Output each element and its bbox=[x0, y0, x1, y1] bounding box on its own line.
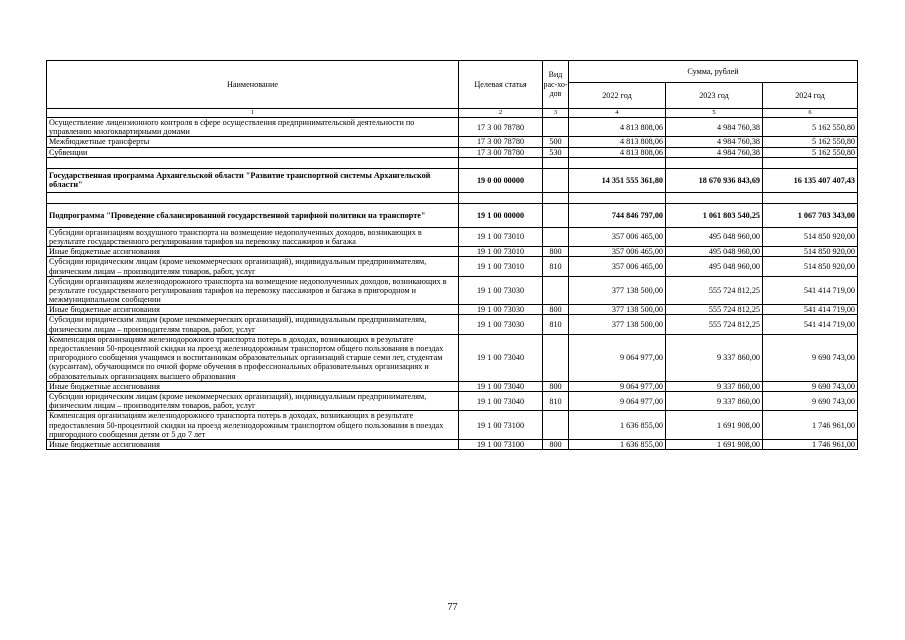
row-sum-2023: 4 984 760,38 bbox=[666, 137, 763, 147]
row-sum-2022: 9 064 977,00 bbox=[569, 391, 666, 410]
row-target-code: 19 1 00 73100 bbox=[459, 439, 543, 449]
row-sum-2024: 514 850 920,00 bbox=[763, 227, 858, 246]
row-sum-2022: 377 138 500,00 bbox=[569, 276, 666, 305]
row-expense-type bbox=[543, 168, 569, 192]
table-row bbox=[47, 439, 858, 449]
row-sum-2024: 541 414 719,00 bbox=[763, 276, 858, 305]
row-sum-2022: 9 064 977,00 bbox=[569, 381, 666, 391]
row-target-code: 19 1 00 73030 bbox=[459, 305, 543, 315]
row-sum-2022: 377 138 500,00 bbox=[569, 315, 666, 334]
row-sum-2023: 9 337 860,00 bbox=[666, 391, 763, 410]
row-sum-2022: 4 813 808,06 bbox=[569, 118, 666, 137]
row-sum-2022: 377 138 500,00 bbox=[569, 305, 666, 315]
row-target-code: 19 1 00 73010 bbox=[459, 247, 543, 257]
row-target-code: 19 1 00 73100 bbox=[459, 411, 543, 440]
column-number: 1 bbox=[47, 109, 459, 118]
row-sum-2022: 744 846 797,00 bbox=[569, 203, 666, 227]
table-row bbox=[47, 381, 858, 391]
row-name: Субсидии организациям железнодорожного транспорта на возмещение недополученных доходов, возникающих в результате государственного регулирования тарифов на перевозку пассажиров и багажа в пригородном и межмуниципальном сообщении bbox=[47, 276, 459, 305]
row-target-code: 19 1 00 73040 bbox=[459, 381, 543, 391]
table-row bbox=[47, 137, 858, 147]
row-sum-2023: 4 984 760,38 bbox=[666, 118, 763, 137]
header-year-2023: 2023 год bbox=[666, 83, 763, 109]
row-name: Иные бюджетные ассигнования bbox=[47, 381, 459, 391]
column-number: 5 bbox=[666, 109, 763, 118]
spacer-row bbox=[47, 192, 858, 203]
row-sum-2023: 9 337 860,00 bbox=[666, 334, 763, 381]
row-sum-2023: 1 691 908,00 bbox=[666, 411, 763, 440]
row-expense-type: 810 bbox=[543, 257, 569, 276]
row-name: Иные бюджетные ассигнования bbox=[47, 247, 459, 257]
row-sum-2024: 5 162 550,80 bbox=[763, 147, 858, 157]
column-number: 4 bbox=[569, 109, 666, 118]
column-number: 6 bbox=[763, 109, 858, 118]
row-sum-2023: 555 724 812,25 bbox=[666, 305, 763, 315]
row-expense-type bbox=[543, 203, 569, 227]
row-sum-2024: 514 850 920,00 bbox=[763, 257, 858, 276]
row-sum-2024: 5 162 550,80 bbox=[763, 118, 858, 137]
row-sum-2023: 495 048 960,00 bbox=[666, 247, 763, 257]
row-expense-type: 810 bbox=[543, 315, 569, 334]
row-sum-2024: 1 746 961,00 bbox=[763, 411, 858, 440]
row-sum-2023: 4 984 760,38 bbox=[666, 147, 763, 157]
row-name: Осуществление лицензионного контроля в сфере осуществления предпринимательской деятельности по управлению многоквартирными домами bbox=[47, 118, 459, 137]
table-row-subprogram bbox=[47, 203, 858, 227]
row-expense-type bbox=[543, 276, 569, 305]
row-name: Субсидии юридическим лицам (кроме некоммерческих организаций), индивидуальным предпринимателям, физическим лицам – производителям товаров, работ, услуг bbox=[47, 315, 459, 334]
table-row bbox=[47, 257, 858, 276]
row-target-code: 19 1 00 73030 bbox=[459, 315, 543, 334]
table-row bbox=[47, 411, 858, 440]
table-row bbox=[47, 315, 858, 334]
header-year-2022: 2022 год bbox=[569, 83, 666, 109]
row-target-code: 19 0 00 00000 bbox=[459, 168, 543, 192]
column-number: 3 bbox=[543, 109, 569, 118]
row-name: Подпрограмма "Проведение сбалансированной государственной тарифной политики на транспорте" bbox=[47, 203, 459, 227]
page-number: 77 bbox=[447, 602, 458, 613]
row-sum-2024: 9 690 743,00 bbox=[763, 391, 858, 410]
budget-table bbox=[46, 60, 858, 450]
row-sum-2022: 357 006 465,00 bbox=[569, 247, 666, 257]
row-expense-type bbox=[543, 118, 569, 137]
row-expense-type: 530 bbox=[543, 147, 569, 157]
row-target-code: 19 1 00 73040 bbox=[459, 334, 543, 381]
table-row bbox=[47, 147, 858, 157]
row-expense-type bbox=[543, 334, 569, 381]
row-name: Субсидии организациям воздушного транспорта на возмещение недополученных доходов, возникающих в результате государственного регулирования тарифов на перевозку пассажиров и багажа bbox=[47, 227, 459, 246]
row-sum-2024: 541 414 719,00 bbox=[763, 305, 858, 315]
row-target-code: 19 1 00 73030 bbox=[459, 276, 543, 305]
row-sum-2023: 555 724 812,25 bbox=[666, 276, 763, 305]
row-expense-type bbox=[543, 411, 569, 440]
row-sum-2024: 9 690 743,00 bbox=[763, 381, 858, 391]
row-sum-2023: 555 724 812,25 bbox=[666, 315, 763, 334]
table-row bbox=[47, 247, 858, 257]
table-row bbox=[47, 227, 858, 246]
row-name: Субсидии юридическим лицам (кроме некоммерческих организаций), индивидуальным предпринимателям, физическим лицам – производителям товаров, работ, услуг bbox=[47, 257, 459, 276]
row-sum-2024: 514 850 920,00 bbox=[763, 247, 858, 257]
row-sum-2023: 18 670 936 843,69 bbox=[666, 168, 763, 192]
row-name: Государственная программа Архангельской области "Развитие транспортной системы Архангельской области" bbox=[47, 168, 459, 192]
row-sum-2022: 14 351 555 361,80 bbox=[569, 168, 666, 192]
row-sum-2022: 4 813 808,06 bbox=[569, 137, 666, 147]
row-sum-2022: 1 636 855,00 bbox=[569, 439, 666, 449]
row-name: Субсидии юридическим лицам (кроме некоммерческих организаций), индивидуальным предпринимателям, физическим лицам – производителям товаров, работ, услуг bbox=[47, 391, 459, 410]
row-sum-2024: 541 414 719,00 bbox=[763, 315, 858, 334]
row-sum-2022: 9 064 977,00 bbox=[569, 334, 666, 381]
row-expense-type: 800 bbox=[543, 247, 569, 257]
table-row bbox=[47, 391, 858, 410]
row-target-code: 19 1 00 73010 bbox=[459, 257, 543, 276]
table-row-program bbox=[47, 168, 858, 192]
row-expense-type: 800 bbox=[543, 305, 569, 315]
row-expense-type: 500 bbox=[543, 137, 569, 147]
row-sum-2024: 1 067 703 343,00 bbox=[763, 203, 858, 227]
spacer-row bbox=[47, 157, 858, 168]
row-target-code: 17 3 00 78780 bbox=[459, 118, 543, 137]
row-name: Иные бюджетные ассигнования bbox=[47, 439, 459, 449]
table-row bbox=[47, 276, 858, 305]
header-sum: Сумма, рублей bbox=[569, 61, 858, 83]
row-sum-2024: 1 746 961,00 bbox=[763, 439, 858, 449]
row-name: Компенсация организациям железнодорожного транспорта потерь в доходах, возникающих в результате предоставления 50-процентной скидки на проезд железнодорожным транспортом общего пользования в поездах пригородного сообщения детям от 5 до 7 лет bbox=[47, 411, 459, 440]
row-expense-type: 810 bbox=[543, 391, 569, 410]
row-sum-2023: 1 061 803 540,25 bbox=[666, 203, 763, 227]
row-sum-2022: 357 006 465,00 bbox=[569, 257, 666, 276]
row-sum-2024: 5 162 550,80 bbox=[763, 137, 858, 147]
row-name: Субвенции bbox=[47, 147, 459, 157]
header-expense-type: Вид рас-хо-дов bbox=[543, 61, 569, 109]
header-name: Наименование bbox=[47, 61, 459, 109]
row-expense-type: 800 bbox=[543, 381, 569, 391]
header-year-2024: 2024 год bbox=[763, 83, 858, 109]
row-name: Межбюджетные трансферты bbox=[47, 137, 459, 147]
column-number: 2 bbox=[459, 109, 543, 118]
row-sum-2023: 495 048 960,00 bbox=[666, 227, 763, 246]
row-target-code: 19 1 00 73040 bbox=[459, 391, 543, 410]
row-expense-type: 800 bbox=[543, 439, 569, 449]
row-sum-2022: 4 813 808,06 bbox=[569, 147, 666, 157]
column-numbers-row bbox=[47, 109, 858, 118]
row-name: Иные бюджетные ассигнования bbox=[47, 305, 459, 315]
row-sum-2024: 9 690 743,00 bbox=[763, 334, 858, 381]
header-target-article: Целевая статья bbox=[459, 61, 543, 109]
row-sum-2023: 9 337 860,00 bbox=[666, 381, 763, 391]
row-target-code: 19 1 00 00000 bbox=[459, 203, 543, 227]
table-row bbox=[47, 305, 858, 315]
row-target-code: 17 3 00 78780 bbox=[459, 147, 543, 157]
row-name: Компенсация организациям железнодорожного транспорта потерь в доходах, возникающих в результате предоставления 50-процентной скидки на проезд железнодорожным транспортом общего пользования в поездах пригородного сообщения учащимся и воспитанникам образовательных организаций старше семи лет, студентам (курсантам), обучающимся по очной форме обучения в профессиональных образовательных организациях и образовательных организациях высшего образования bbox=[47, 334, 459, 381]
row-target-code: 17 3 00 78780 bbox=[459, 137, 543, 147]
row-expense-type bbox=[543, 227, 569, 246]
row-sum-2022: 357 006 465,00 bbox=[569, 227, 666, 246]
row-target-code: 19 1 00 73010 bbox=[459, 227, 543, 246]
row-sum-2024: 16 135 407 407,43 bbox=[763, 168, 858, 192]
table-row bbox=[47, 334, 858, 381]
table-row bbox=[47, 118, 858, 137]
row-sum-2023: 1 691 908,00 bbox=[666, 439, 763, 449]
row-sum-2022: 1 636 855,00 bbox=[569, 411, 666, 440]
row-sum-2023: 495 048 960,00 bbox=[666, 257, 763, 276]
